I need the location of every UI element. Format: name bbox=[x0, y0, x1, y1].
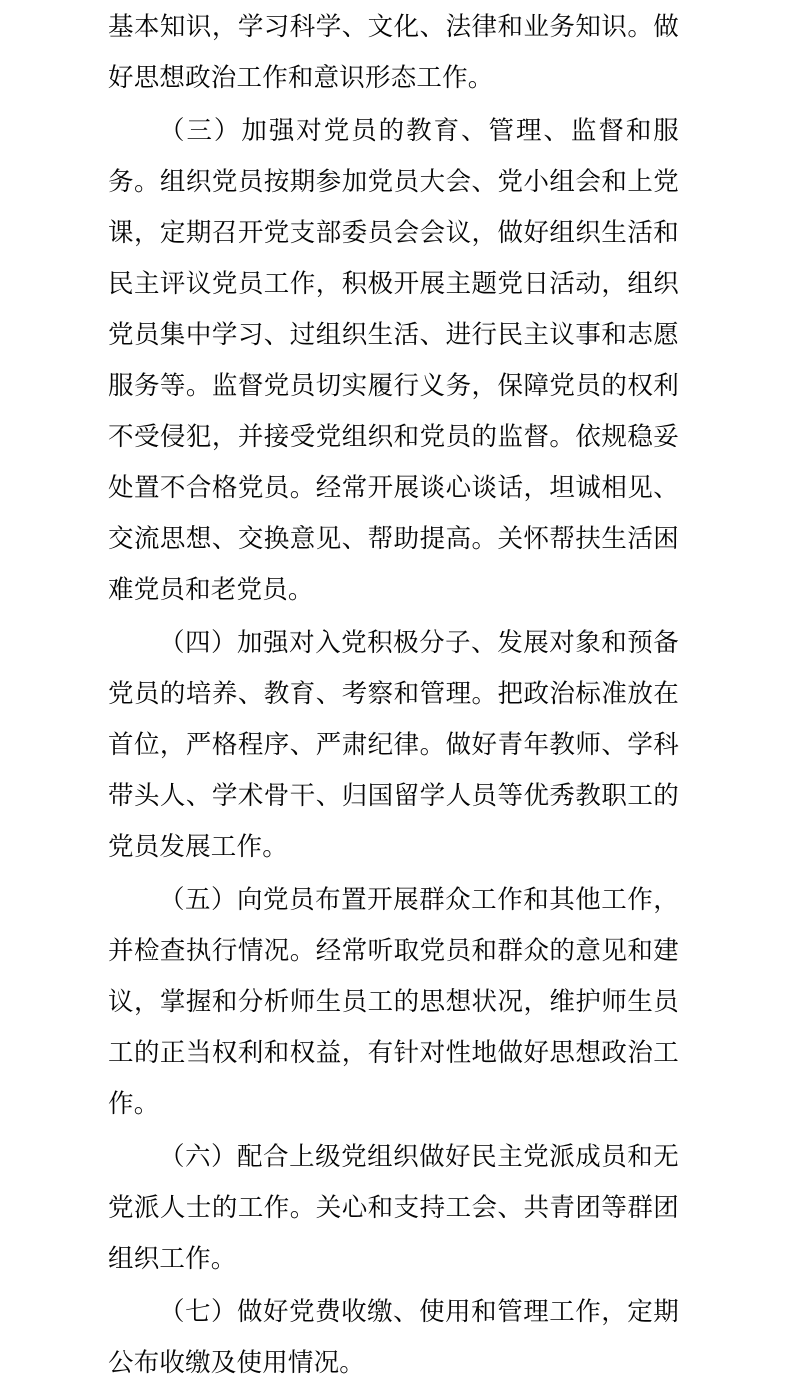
paragraph-item-7: （七）做好党费收缴、使用和管理工作，定期公布收缴及使用情况。 bbox=[108, 1297, 679, 1378]
paragraph-item-4: （四）加强对入党积极分子、发展对象和预备党员的培养、教育、考察和管理。把政治标准放在首位，严格程序、严肃纪律。做好青年教师、学科带头人、学术骨干、归国留学人员等优秀教职工的党员发展工作。 bbox=[108, 628, 679, 862]
paragraph-continued-top: 基本知识，学习科学、文化、法律和业务知识。做好思想政治工作和意识形态工作。 bbox=[108, 12, 679, 93]
paragraph-item-3: （三）加强对党员的教育、管理、监督和服务。组织党员按期参加党员大会、党小组会和上党课，定期召开党支部委员会会议，做好组织生活和民主评议党员工作，积极开展主题党日活动，组织党员集中学习、过组织生活、进行民主议事和志愿服务等。监督党员切实履行义务，保障党员的权利不受侵犯，并接受党组织和党员的监督。依规稳妥处置不合格党员。经常开展谈心谈话，坦诚相见、交流思想、交换意见、帮助提高。关怀帮扶生活困难党员和老党员。 bbox=[108, 116, 679, 605]
paragraph-item-6: （六）配合上级党组织做好民主党派成员和无党派人士的工作。关心和支持工会、共青团等群团组织工作。 bbox=[108, 1142, 679, 1274]
paragraph-item-5: （五）向党员布置开展群众工作和其他工作，并检查执行情况。经常听取党员和群众的意见和建议，掌握和分析师生员工的思想状况，维护师生员工的正当权利和权益，有针对性地做好思想政治工作。 bbox=[108, 885, 679, 1119]
document-body bbox=[108, 0, 679, 1389]
